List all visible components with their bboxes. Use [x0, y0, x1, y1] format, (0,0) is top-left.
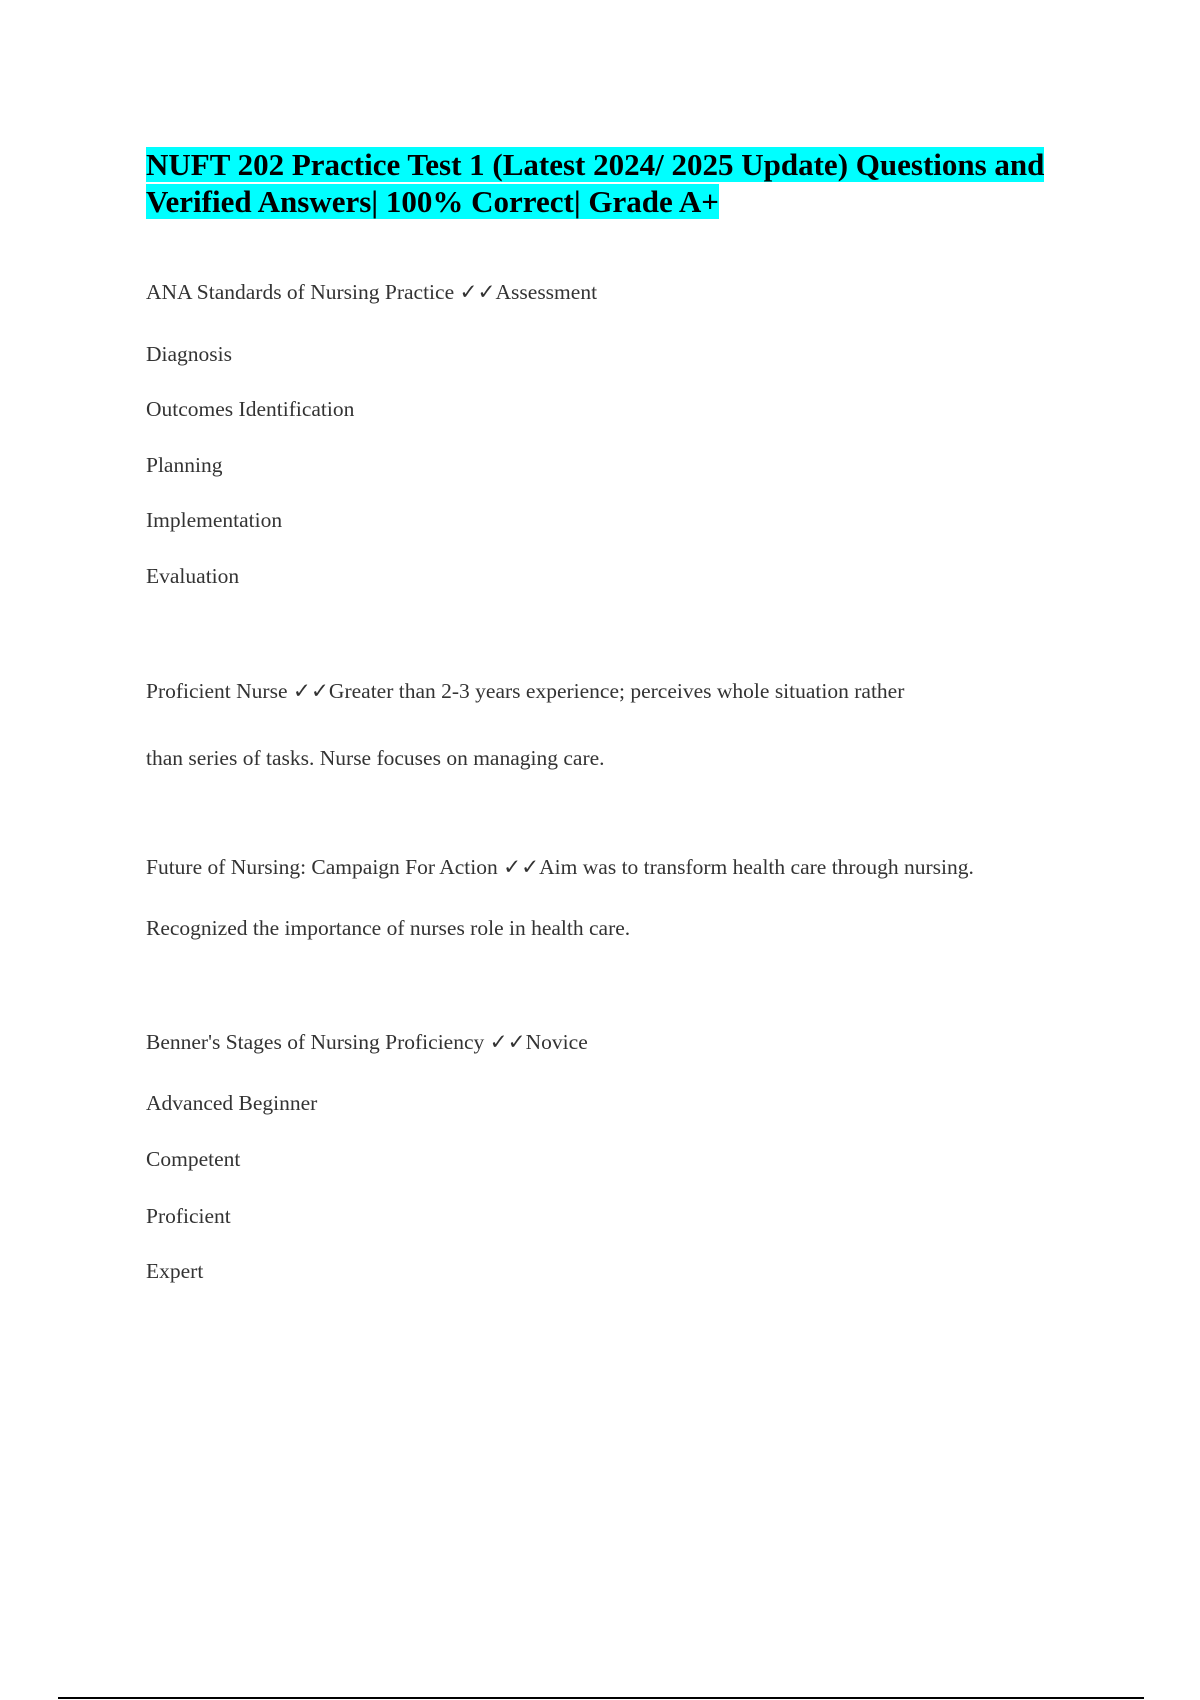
answer-line: Diagnosis [146, 342, 232, 366]
answer-line: than series of tasks. Nurse focuses on managing care. [146, 746, 605, 770]
term-text: Benner's Stages of Nursing Proficiency [146, 1030, 485, 1054]
qa-item-benner-stages [146, 1029, 588, 1055]
answer-text: Aim was to transform health care through nursing. [539, 855, 974, 879]
answer-line: Recognized the importance of nurses role in health care. [146, 916, 631, 940]
term-text: ANA Standards of Nursing Practice [146, 280, 455, 304]
qa-item-proficient-nurse [146, 678, 904, 704]
term-text: Proficient Nurse [146, 679, 288, 703]
answer-text: Greater than 2-3 years experience; perceives whole situation rather [328, 679, 905, 703]
check-mark-icon: ✓✓ [459, 280, 496, 304]
title-highlight: NUFT 202 Practice Test 1 (Latest 2024/ 2025 Update) Questions and Verified Answers| 100% Correct| Grade A+ [146, 147, 1045, 219]
answer-line: Expert [146, 1259, 204, 1283]
check-mark-icon: ✓✓ [503, 855, 540, 879]
answer-line: Implementation [146, 508, 283, 532]
answer-line: Planning [146, 453, 223, 477]
term-text: Future of Nursing: Campaign For Action [146, 855, 498, 879]
answer-line: Advanced Beginner [146, 1091, 318, 1115]
answer-text: Novice [525, 1030, 588, 1054]
document-title [146, 146, 1066, 220]
answer-line: Evaluation [146, 564, 240, 588]
check-mark-icon: ✓✓ [292, 679, 329, 703]
answer-text: Assessment [495, 280, 598, 304]
qa-item-ana-standards [146, 279, 597, 305]
answer-line: Proficient [146, 1204, 231, 1228]
page-bottom-rule [58, 1697, 1144, 1699]
check-mark-icon: ✓✓ [489, 1030, 526, 1054]
qa-item-future-of-nursing [146, 854, 974, 880]
answer-line: Outcomes Identification [146, 397, 355, 421]
answer-line: Competent [146, 1147, 241, 1171]
